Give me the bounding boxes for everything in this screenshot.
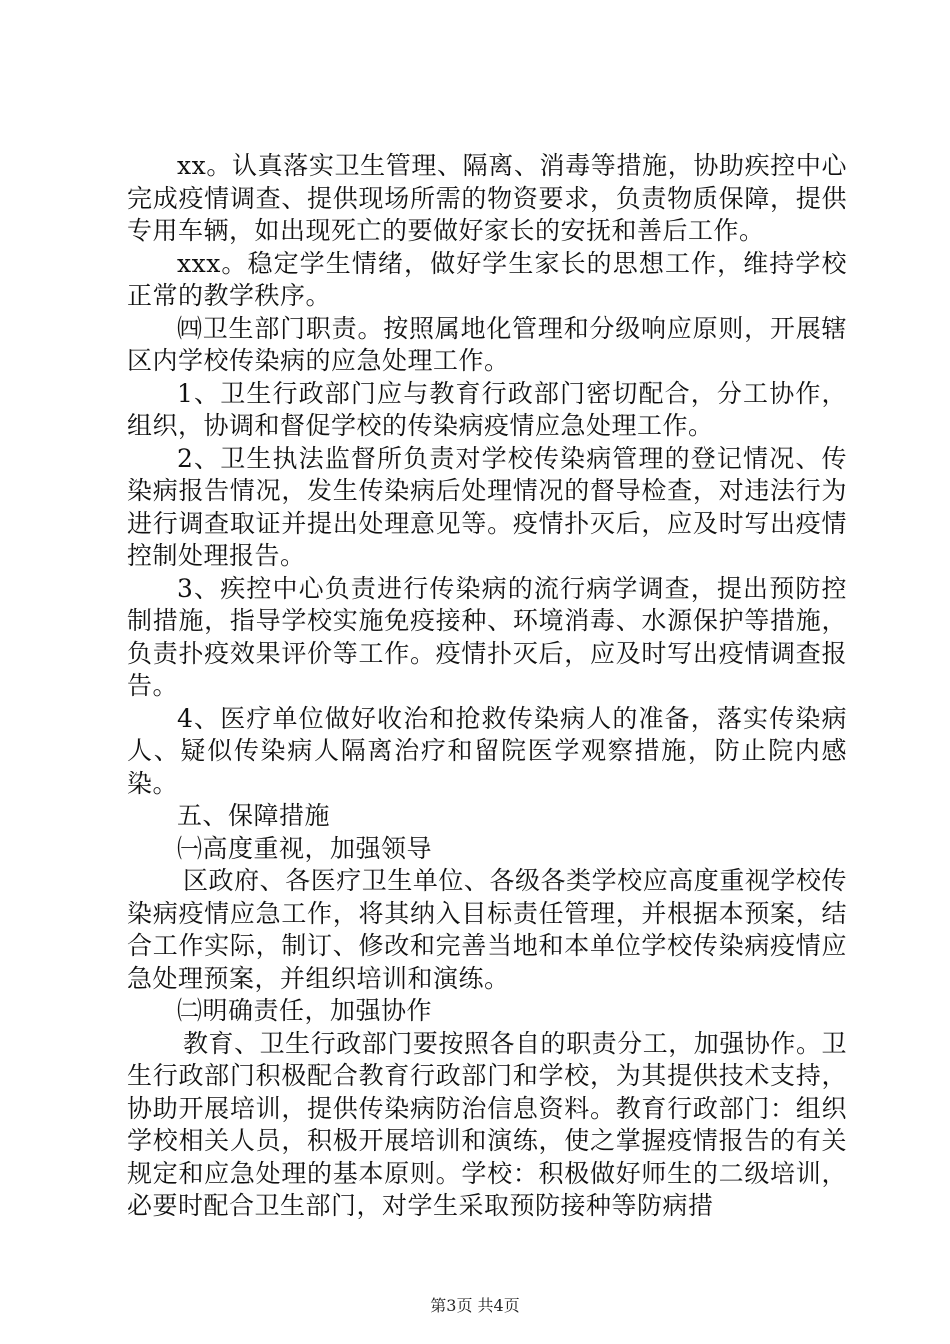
document-body [127, 150, 847, 1223]
paragraph-leadership: 区政府、各医疗卫生单位、各级各类学校应高度重视学校传染病疫情应急工作，将其纳入目标责任管理，并根据本预案，结合工作实际，制订、修改和完善当地和本单位学校传染病疫情应急处理预案，并组织培训和演练。 [127, 866, 847, 993]
paragraph-item-4: 4、医疗单位做好收治和抢救传染病人的准备，落实传染病人、疑似传染病人隔离治疗和留院医学观察措施，防止院内感染。 [127, 703, 847, 798]
section-heading-safeguards: 五、保障措施 [177, 801, 331, 830]
subheading-leadership: ㈠高度重视，加强领导 [177, 833, 433, 863]
paragraph-item-2: 2、卫生执法监督所负责对学校传染病管理的登记情况、传染病报告情况，发生传染病后处理情况的督导检查，对违法行为进行调查取证并提出处理意见等。疫情扑灭后，应及时写出疫情控制处理报告。 [127, 443, 847, 570]
paragraph-health-dept-duties: ㈣卫生部门职责。按照属地化管理和分级响应原则，开展辖区内学校传染病的应急处理工作。 [127, 313, 847, 375]
paragraph-logistics-duties: xx。认真落实卫生管理、隔离、消毒等措施，协助疾控中心完成疫情调查、提供现场所需的物资要求，负责物质保障，提供专用车辆，如出现死亡的要做好家长的安抚和善后工作。 [127, 151, 847, 245]
paragraph-item-1: 1、卫生行政部门应与教育行政部门密切配合，分工协作，组织，协调和督促学校的传染病疫情应急处理工作。 [127, 378, 847, 440]
paragraph-item-3: 3、疾控中心负责进行传染病的流行病学调查，提出预防控制措施，指导学校实施免疫接种、环境消毒、水源保护等措施，负责扑疫效果评价等工作。疫情扑灭后，应及时写出疫情调查报告。 [127, 573, 847, 700]
paragraph-student-stability: xxx。稳定学生情绪，做好学生家长的思想工作，维持学校正常的教学秩序。 [127, 248, 847, 310]
subheading-responsibility: ㈡明确责任，加强协作 [177, 996, 433, 1025]
paragraph-responsibility: 教育、卫生行政部门要按照各自的职责分工，加强协作。卫生行政部门积极配合教育行政部门和学校，为其提供技术支持，协助开展培训，提供传染病防治信息资料。教育行政部门：组织学校相关人员，积极开展培训和演练，使之掌握疫情报告的有关规定和应急处理的基本原则。学校：积极做好师生的二级培训，必要时配合卫生部门，对学生采取预防接种等防病措 [127, 1028, 847, 1220]
page-number-label: 第3页 共4页 [430, 1296, 520, 1315]
page-footer [0, 1296, 950, 1316]
